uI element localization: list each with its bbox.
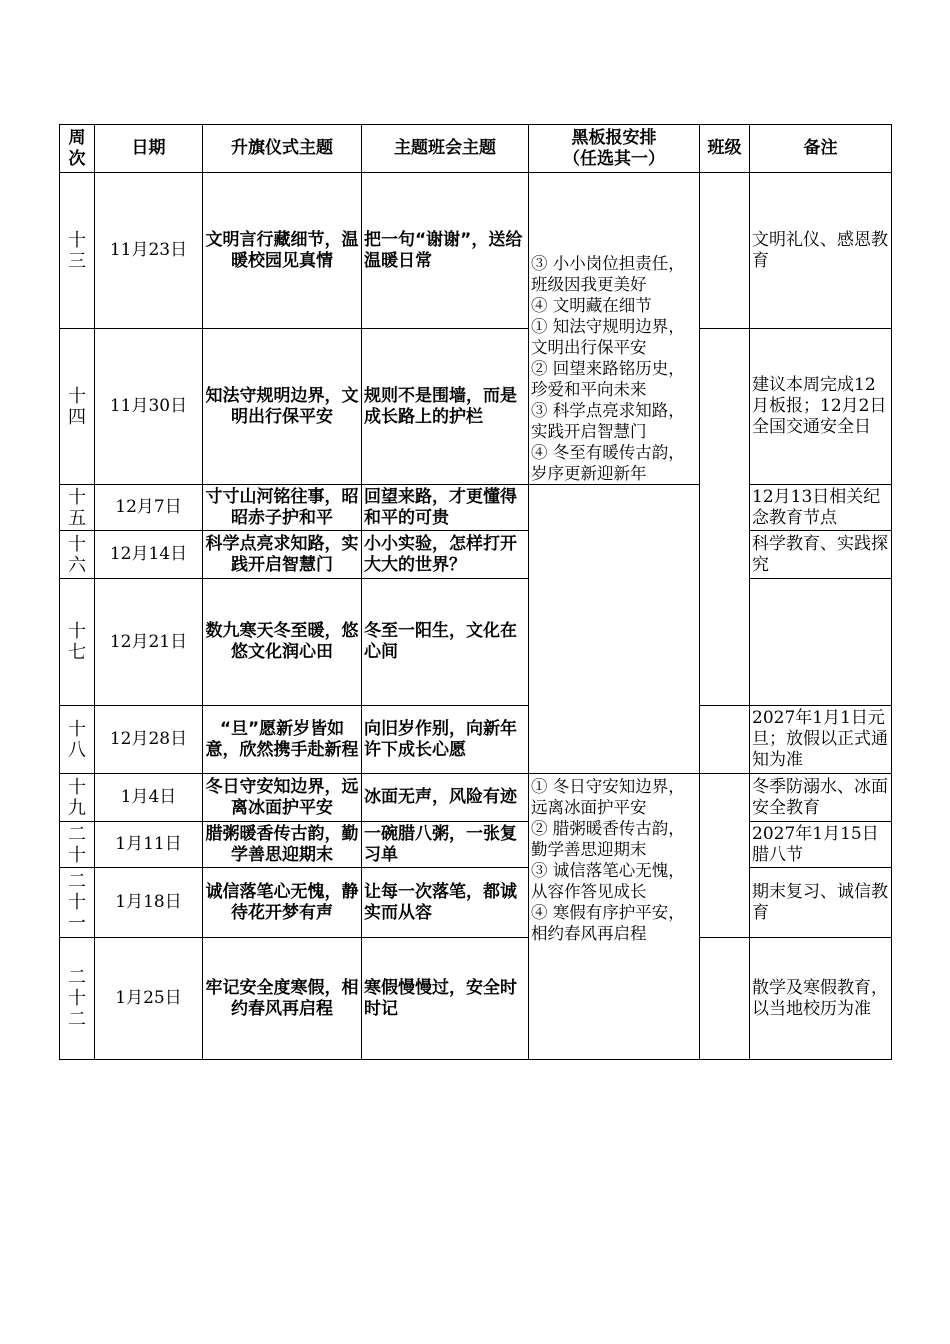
week-cell: 十 四 (60, 329, 95, 485)
meeting-theme-cell: 寒假慢慢过，安全时时记 (362, 938, 529, 1060)
table-row (60, 822, 892, 868)
blackboard-cell-top (529, 173, 700, 485)
class-cell (700, 329, 750, 706)
date-cell: 12月21日 (95, 579, 203, 706)
date-cell: 1月4日 (95, 774, 203, 822)
week-cell: 十 三 (60, 173, 95, 329)
blackboard-cell-bottom (529, 774, 700, 1060)
blackboard-cell-middle (529, 485, 700, 774)
flag-theme-cell: 文明言行藏细节，温暖校园见真情 (203, 173, 362, 329)
header-week: 周次 (60, 125, 95, 173)
flag-theme-cell: 寸寸山河铭往事，昭昭赤子护和平 (203, 485, 362, 531)
date-cell: 11月30日 (95, 329, 203, 485)
table-row (60, 329, 892, 485)
note-cell: 科学教育、实践探究 (750, 531, 892, 579)
blackboard-item: ④ 冬至有暖传古韵，岁序更新迎新年 (531, 443, 685, 483)
class-cell (700, 938, 750, 1060)
date-cell: 1月25日 (95, 938, 203, 1060)
blackboard-item: ④ 寒假有序护平安，相约春风再启程 (531, 903, 685, 943)
flag-theme-cell: 牢记安全度寒假，相约春风再启程 (203, 938, 362, 1060)
class-cell (700, 706, 750, 774)
meeting-theme-cell: 小小实验，怎样打开大大的世界？ (362, 531, 529, 579)
meeting-theme-cell: 向旧岁作别，向新年许下成长心愿 (362, 706, 529, 774)
date-cell: 12月7日 (95, 485, 203, 531)
flag-theme-cell: 腊粥暖香传古韵，勤学善思迎期末 (203, 822, 362, 868)
week-cell: 二 十 (60, 822, 95, 868)
schedule-table (59, 124, 892, 1060)
meeting-theme-cell: 冰面无声，风险有迹 (362, 774, 529, 822)
table-row (60, 868, 892, 938)
week-cell: 二 十 一 (60, 868, 95, 938)
week-cell: 十 六 (60, 531, 95, 579)
blackboard-item: ③ 科学点亮求知路，实践开启智慧门 (531, 401, 685, 441)
flag-theme-cell: 诚信落笔心无愧，静待花开梦有声 (203, 868, 362, 938)
meeting-theme-cell: 让每一次落笔，都诚实而从容 (362, 868, 529, 938)
class-cell (700, 173, 750, 329)
table-row (60, 774, 892, 822)
note-cell: 期末复习、诚信教育 (750, 868, 892, 938)
header-date: 日期 (95, 125, 203, 173)
header-note: 备注 (750, 125, 892, 173)
table-row (60, 485, 892, 531)
note-cell: 散学及寒假教育，以当地校历为准 (750, 938, 892, 1060)
note-cell: 文明礼仪、感恩教育 (750, 173, 892, 329)
meeting-theme-cell: 一碗腊八粥，一张复习单 (362, 822, 529, 868)
week-cell: 十 八 (60, 706, 95, 774)
blackboard-item: ③ 小小岗位担责任，班级因我更美好 (531, 254, 685, 294)
table-row (60, 579, 892, 706)
blackboard-item: ④ 文明藏在细节 (531, 296, 652, 315)
meeting-theme-cell: 冬至一阳生，文化在心间 (362, 579, 529, 706)
table-row (60, 938, 892, 1060)
class-cell (750, 579, 892, 706)
week-cell: 十 七 (60, 579, 95, 706)
meeting-theme-cell: 回望来路，才更懂得和平的可贵 (362, 485, 529, 531)
blackboard-item: ② 回望来路铭历史，珍爱和平向未来 (531, 359, 685, 399)
class-cell (700, 774, 750, 938)
note-cell: 12月13日相关纪念教育节点 (750, 485, 892, 531)
week-cell: 二 十 二 (60, 938, 95, 1060)
header-blackboard: 黑板报安排 （任选其一） (529, 125, 700, 173)
meeting-theme-cell: 规则不是围墙，而是成长路上的护栏 (362, 329, 529, 485)
meeting-theme-cell: 把一句“谢谢”，送给温暖日常 (362, 173, 529, 329)
week-cell: 十 九 (60, 774, 95, 822)
flag-theme-cell: 冬日守安知边界，远离冰面护平安 (203, 774, 362, 822)
date-cell: 11月23日 (95, 173, 203, 329)
header-row (60, 125, 892, 173)
blackboard-item: ② 腊粥暖香传古韵，勤学善思迎期末 (531, 819, 685, 859)
table-row (60, 173, 892, 329)
note-cell: 2027年1月15日腊八节 (750, 822, 892, 868)
note-cell: 2027年1月1日元旦；放假以正式通知为准 (750, 706, 892, 774)
flag-theme-cell: 数九寒天冬至暖，悠悠文化润心田 (203, 579, 362, 706)
table-row (60, 531, 892, 579)
date-cell: 12月28日 (95, 706, 203, 774)
week-cell: 十 五 (60, 485, 95, 531)
table-row (60, 706, 892, 774)
date-cell: 1月18日 (95, 868, 203, 938)
note-cell: 建议本周完成12月板报；12月2日全国交通安全日 (750, 329, 892, 485)
flag-theme-cell: “旦”愿新岁皆如意，欣然携手赴新程 (203, 706, 362, 774)
blackboard-item: ③ 诚信落笔心无愧，从容作答见成长 (531, 861, 685, 901)
blackboard-item: ① 冬日守安知边界，远离冰面护平安 (531, 777, 685, 817)
blackboard-item: ① 知法守规明边界，文明出行保平安 (531, 317, 685, 357)
note-cell: 冬季防溺水、冰面安全教育 (750, 774, 892, 822)
date-cell: 1月11日 (95, 822, 203, 868)
date-cell: 12月14日 (95, 531, 203, 579)
header-flag-ceremony: 升旗仪式主题 (203, 125, 362, 173)
header-class-meeting: 主题班会主题 (362, 125, 529, 173)
header-class: 班级 (700, 125, 750, 173)
flag-theme-cell: 科学点亮求知路，实践开启智慧门 (203, 531, 362, 579)
flag-theme-cell: 知法守规明边界，文明出行保平安 (203, 329, 362, 485)
